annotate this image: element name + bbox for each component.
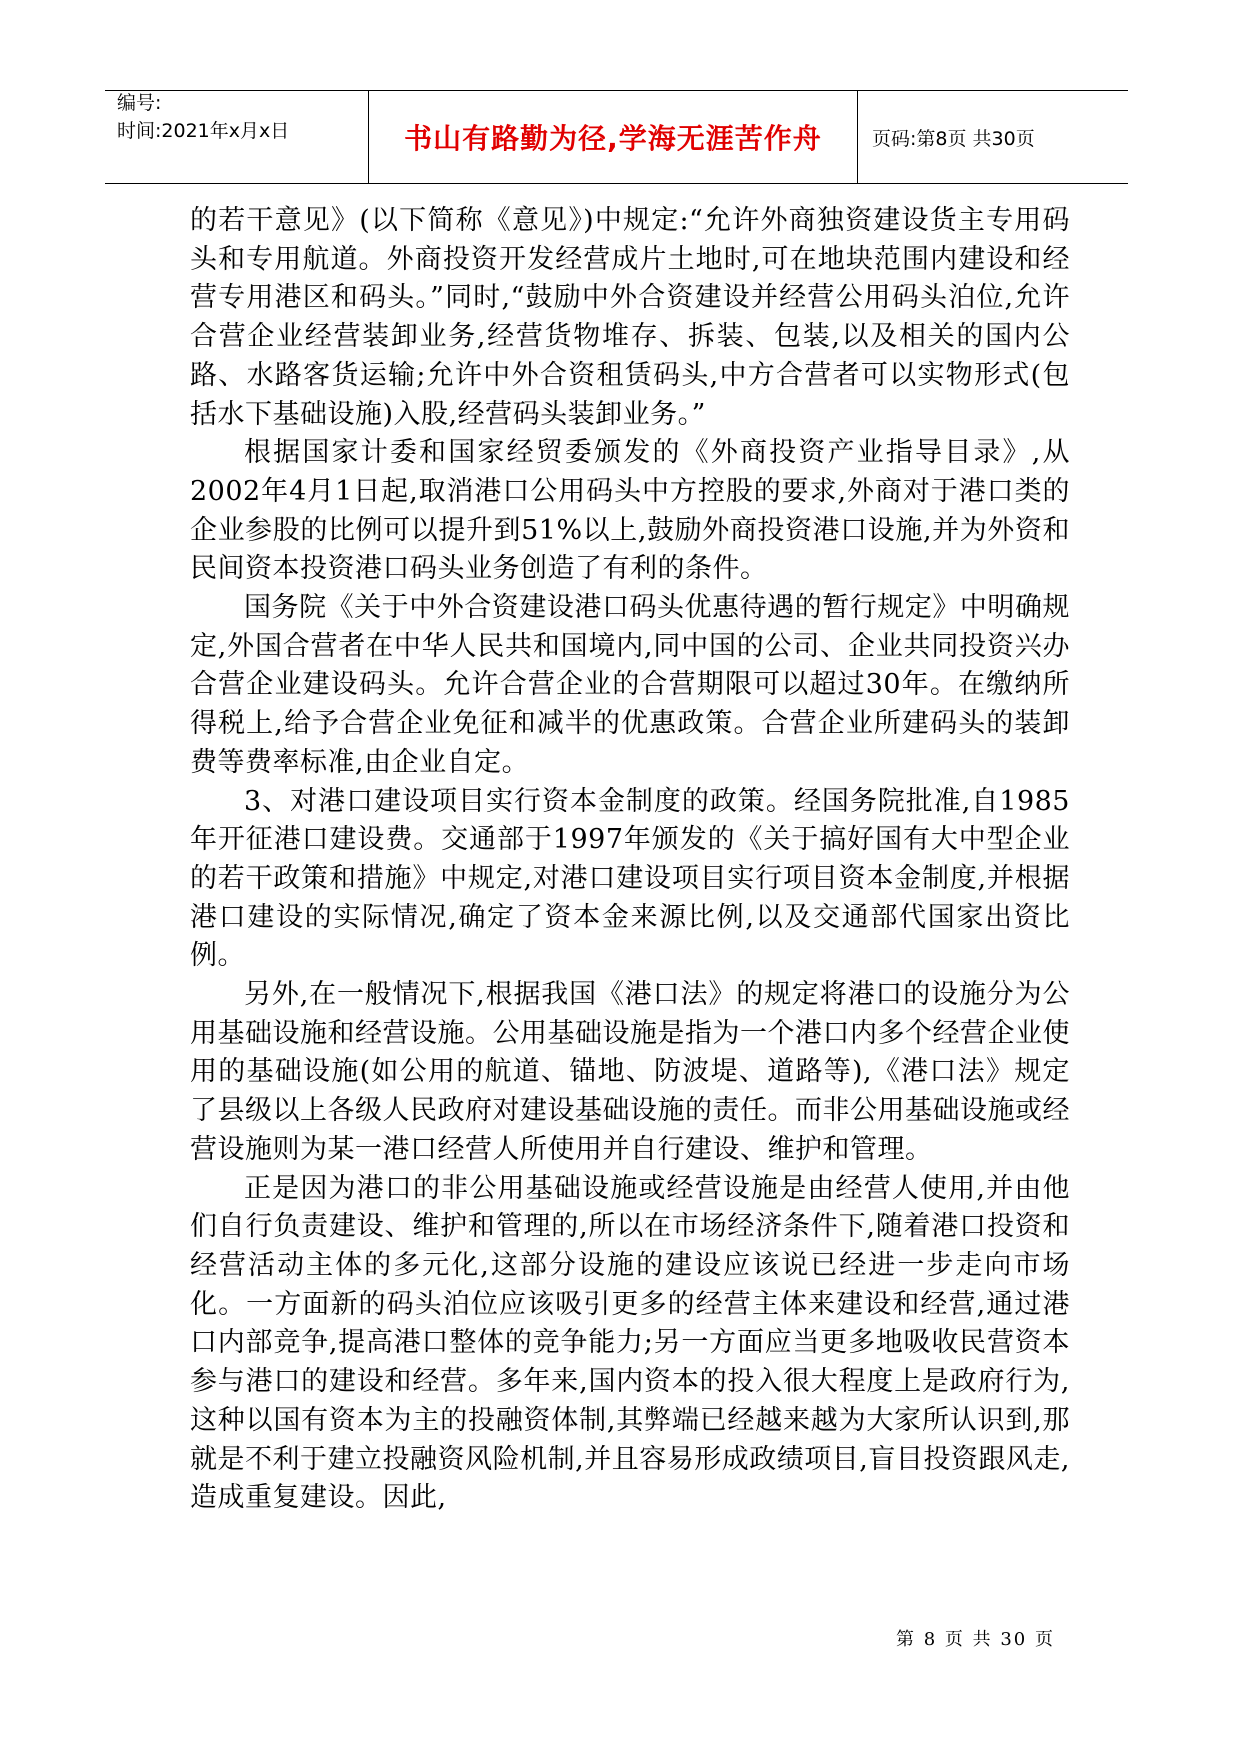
- paragraph: 另外,在一般情况下,根据我国《港口法》的规定将港口的设施分为公用基础设施和经营设施。公用基础设施是指为一个港口内多个经营企业使用的基础设施(如公用的航道、锚地、防波堤、道路等),《港口法》规定了县级以上各级人民政府对建设基础设施的责任。而非公用基础设施或经营设施则为某一港口经营人所使用并自行建设、维护和管理。: [190, 979, 1070, 1165]
- header-motto-cell: [369, 91, 858, 183]
- document-number-label: 编号:: [117, 92, 162, 114]
- paragraph-continued: 的若干意见》(以下简称《意见》)中规定:“允许外商独资建设货主专用码头和专用航道。外商投资开发经营成片土地时,可在地块范围内建设和经营专用港区和码头。”同时,“鼓励中外合资建设并经营公用码头泊位,允许合营企业经营装卸业务,经营货物堆存、拆装、包装,以及相关的国内公路、水路客货运输;允许中外合资租赁码头,中方合营者可以实物形式(包括水下基础设施)入股,经营码头装卸业务。”: [190, 205, 1070, 430]
- document-body: [190, 202, 1070, 1518]
- paragraph: 国务院《关于中外合资建设港口码头优惠待遇的暂行规定》中明确规定,外国合营者在中华人民共和国境内,同中国的公司、企业共同投资兴办合营企业建设码头。允许合营企业的合营期限可以超过30年。在缴纳所得税上,给予合营企业免征和减半的优惠政策。合营企业所建码头的装卸费等费率标准,由企业自定。: [190, 592, 1070, 778]
- document-time-label: 时间:2021年x月x日: [117, 120, 290, 142]
- page-header: [105, 90, 1128, 184]
- page-footer: 第 8 页 共 30 页: [896, 1629, 1055, 1650]
- header-page-cell: [858, 91, 1128, 183]
- header-motto: 书山有路勤为径,学海无涯苦作舟: [404, 122, 822, 155]
- paragraph: 3、对港口建设项目实行资本金制度的政策。经国务院批准,自1985年开征港口建设费。交通部于1997年颁发的《关于搞好国有大中型企业的若干政策和措施》中规定,对港口建设项目实行项目资本金制度,并根据港口建设的实际情况,确定了资本金来源比例,以及交通部代国家出资比例。: [190, 785, 1070, 972]
- paragraph: 根据国家计委和国家经贸委颁发的《外商投资产业指导目录》,从2002年4月1日起,取消港口公用码头中方控股的要求,外商对于港口类的企业参股的比例可以提升到51%以上,鼓励外商投资港口设施,并为外资和民间资本投资港口码头业务创造了有利的条件。: [190, 437, 1070, 585]
- header-page-info: 页码:第8页 共30页: [872, 127, 1035, 150]
- paragraph: 正是因为港口的非公用基础设施或经营设施是由经营人使用,并由他们自行负责建设、维护和管理的,所以在市场经济条件下,随着港口投资和经营活动主体的多元化,这部分设施的建设应该说已经进一步走向市场化。一方面新的码头泊位应该吸引更多的经营主体来建设和经营,通过港口内部竞争,提高港口整体的竞争能力;另一方面应当更多地吸收民营资本参与港口的建设和经营。多年来,国内资本的投入很大程度上是政府行为,这种以国有资本为主的投融资体制,其弊端已经越来越为大家所认识到,那就是不利于建立投融资风险机制,并且容易形成政绩项目,盲目投资跟风走,造成重复建设。因此,: [190, 1172, 1070, 1514]
- header-meta-cell: [105, 91, 369, 183]
